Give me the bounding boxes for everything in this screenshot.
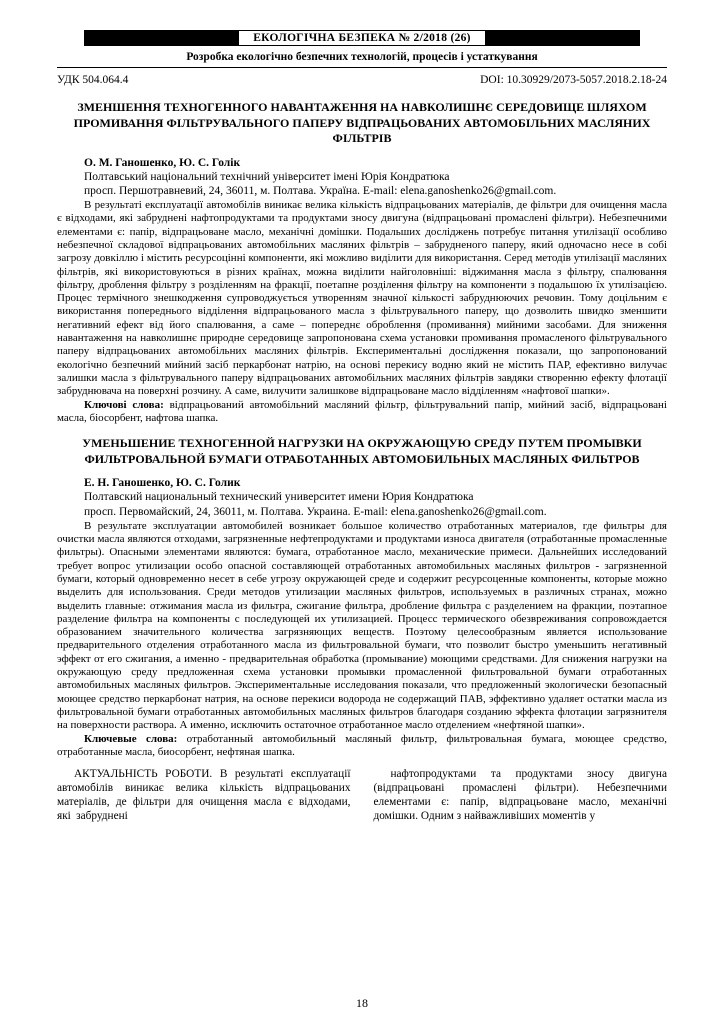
authors-block-ru <box>57 476 667 519</box>
keywords-label-ua: Ключові слова: <box>84 398 164 411</box>
two-column-body <box>57 768 667 823</box>
authors-block-ua <box>57 156 667 199</box>
meta-row <box>57 72 667 88</box>
abstract-ua: В результаті експлуатації автомобілів виникає велика кількість відпрацьованих матеріалів, де фільтри для очищення масла є відходами, які забруднені нафтопродуктами та продуктами зносу двигуна (відпрацьовані промаслені фільтри). Небезпечними елементами є: папір, відпрацьоване масло, механічні домішки. Подальших досліджень потребує питання утилізації особливо небезпечної складової відпрацьованих автомобільних масляних фільтрів – забрудненого паперу, який одночасно несе в собі загрозу довкіллю і містить ресурсоцінні компоненти, які можливо виділити для використання. Серед методів утилізації масляних фільтрів, які використовуються в різних країнах, можна виділити найголовніші: віджимання масла з фільтру, спалювання фільтру, дроблення фільтру з розділенням на фракції, поетапне розділення фільтру на компоненти з подальшою їх утилізацією. Процес термічного знешкодження супроводжується утворенням значної кількості забруднюючих речовин. Тому доцільним є використання попереднього відділення відпрацьованого масла з фільтрувального паперу, що дозволить швидко зменшити негативний ефект від його спалювання, а саме – попереднє оброблення (промивання) мийними засобами. Для зниження навантаження на навколишнє природне середовище запропонована схема установки промивання промасленого фільтрувального паперу відпрацьованих автомобільних масляних фільтрів. Експериментальні дослідження показали, що запропонований екологічно безпечний мийний засіб перкарбонат натрію, на основі перекису водню який не містить ПАР, ефективно вилучає залишки масла з фільтрувального паперу відпрацьованих автомобільних масляних фільтрів завдяки створенню ефекту флотації забруднювача на поверхні розчину. А саме, вилучити залишкове відпрацьоване масло відділенням «нафтової шапки». <box>57 199 667 398</box>
page-number: 18 <box>356 996 368 1010</box>
doi-label: DOI: 10.30929/2073-5057.2018.2.18-24 <box>480 74 667 86</box>
affiliation-ua: Полтавський національний технічний університет імені Юрія Кондратюка <box>84 170 450 183</box>
body-text-left: В результаті експлуатації автомобілів виникає велика кількість відпрацьованих матеріалів, де фільтри для очищення масла є відходами, які забруднені <box>57 768 351 822</box>
keywords-text-ru: отработанный автомобильный масляный фильтр, фильтровальная бумага, моющее средство, отработанные масла, биосорбент, нефтяная шапка. <box>57 732 667 758</box>
abstract-ru: В результате эксплуатации автомобилей возникает большое количество отработанных материалов, где фильтры для очистки масла являются отходами, загрязненные нефтепродуктами и продуктами износа двигателя (отработанные промасленные фильтры). Опасными элементами являются: бумага, отработанное масло, механические примеси. Дальнейших исследований требует вопрос утилизации особо опасной составляющей отработанных автомобильных масляных фильтров - загрязненной бумаги, который одновременно несет в себе угрозу окружающей среде и содержит ресурсоценные компоненты, которые можно выделить для использования. Среди методов утилизации масляных фильтров, используемых в различных странах, можно выделить главные: отжимания масла из фильтра, сжигание фильтра, дробление фильтра с разделением на фракции, поэтапное разделение фильтра на компоненты с последующей их утилизацией. Процесс термического обезвреживания сопровождается образованием значительного количества загрязняющих веществ. Поэтому целесообразным является использование предварительного отделения отработанного масла из фильтровальной бумаги, что позволит быстро уменьшить негативный эффект от его сжигания, а именно - предварительная обработка (промывание) моющими средствами. Для снижения нагрузки на окружающую среду предложенная схема установки промывки промасленной фильтровальной бумаги отработанных автомобильных масляных фильтров. Экспериментальные исследования показали, что предложенный экологически безопасный моющее средство перкарбонат натрия, на основе перекиси водорода не содержащий ПАВ, эффективно удаляет остатки масла из фильтровальной бумаги отработанных автомобильных масляных фильтров благодаря созданию эффекта флотации загрязнителя на поверхности раствора. А именно, исключить остаточное отработанное масло отделением «нефтяной шапки». <box>57 519 667 732</box>
banner-bar-left <box>84 30 238 46</box>
journal-banner <box>84 30 640 46</box>
address-line-ua: просп. Першотравневий, 24, 36011, м. Полтава. Україна. E-mail: elena.ganoshenko26@gmail.com. <box>84 184 557 197</box>
udc-label: УДК 504.064.4 <box>57 74 129 86</box>
keywords-ru <box>57 733 667 760</box>
article-title-ua: ЗМЕНШЕННЯ ТЕХНОГЕННОГО НАВАНТАЖЕННЯ НА НАВКОЛИШНЄ СЕРЕДОВИЩЕ ШЛЯХОМ ПРОМИВАННЯ ФІЛЬТРУВАЛЬНОГО ПАПЕРУ ВІДПРАЦЬОВАНИХ АВТОМОБІЛЬНИХ МАСЛЯНИХ ФІЛЬТРІВ <box>73 100 651 145</box>
body-column-right <box>374 768 668 823</box>
article-title-ru: УМЕНЬШЕНИЕ ТЕХНОГЕННОЙ НАГРУЗКИ НА ОКРУЖАЮЩУЮ СРЕДУ ПУТЕМ ПРОМЫВКИ ФИЛЬТРОВАЛЬНОЙ БУМАГИ ОТРАБОТАННЫХ АВТОМОБИЛЬНЫХ МАСЛЯНЫХ ФИЛЬТРОВ <box>82 436 642 466</box>
keywords-label-ru: Ключевые слова: <box>84 732 178 745</box>
address-line-ru: просп. Первомайский, 24, 36011, м. Полтава. Украина. E-mail: elena.ganoshenko26@gmail.com. <box>84 505 547 518</box>
body-paragraph-left <box>57 768 351 823</box>
authors-ua: О. М. Ганошенко, Ю. С. Голік <box>84 156 241 169</box>
journal-section-title: Розробка екологічно безпечних технологій, процесів і устаткування <box>186 51 538 63</box>
authors-ru: Е. Н. Ганошенко, Ю. С. Голик <box>84 477 241 490</box>
banner-bar-right <box>486 30 640 46</box>
section-heading: АКТУАЛЬНІСТЬ РОБОТИ. <box>74 768 213 781</box>
keywords-ua <box>57 399 667 426</box>
keywords-text-ua: відпрацьований автомобільний масляний фільтр, фільтрувальний папір, мийний засіб, відпрацьовані масла, біосорбент, нафтова шапка. <box>57 398 667 424</box>
body-paragraph-right: нафтопродуктами та продуктами зносу двигуна (відпрацьовані промаслені фільтри). Небезпечними елементами є: папір, відпрацьоване масло, механічні домішки. Одним з найважливіших моментів у <box>373 768 667 822</box>
journal-header <box>57 30 667 68</box>
body-column-left <box>57 768 351 823</box>
journal-issue-title: ЕКОЛОГІЧНА БЕЗПЕКА № 2/2018 (26) <box>238 30 486 46</box>
affiliation-ru: Полтавский национальный технический университет имени Юрия Кондратюка <box>84 491 474 504</box>
